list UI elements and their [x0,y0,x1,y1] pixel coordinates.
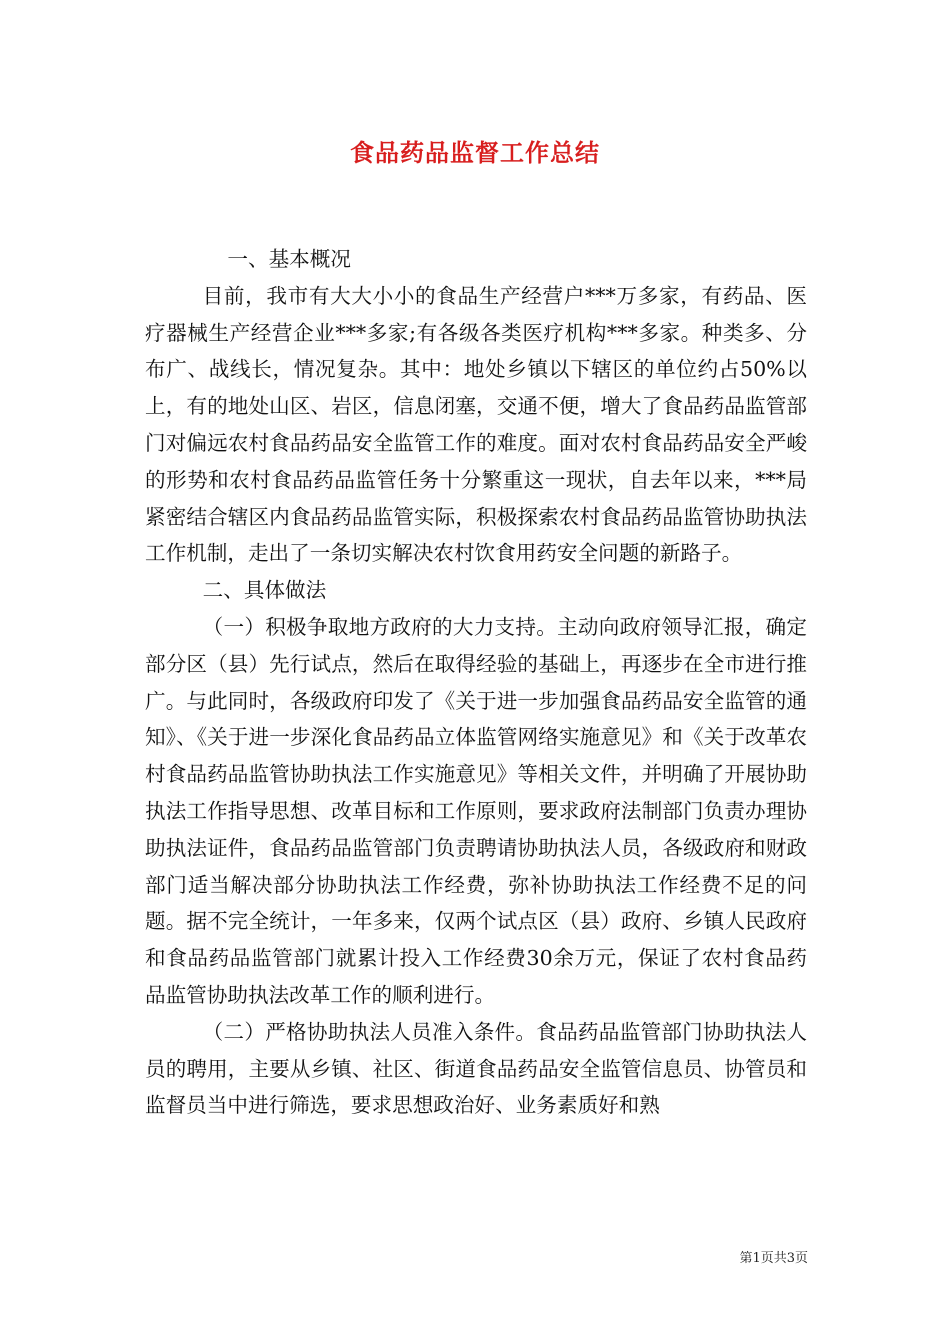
paragraph-method-1: （一）积极争取地方政府的大力支持。主动向政府领导汇报，确定部分区（县）先行试点，然后在取得经验的基础上，再逐步在全市进行推广。与此同时，各级政府印发了《关于进一步加强食品药品安全监管的通知》、《关于进一步深化食品药品立体监管网络实施意见》和《关于改革农村食品药品监管协助执法工作实施意见》等相关文件，并明确了开展协助执法工作指导思想、改革目标和工作原则，要求政府法制部门负责办理协助执法证件，食品药品监管部门负责聘请协助执法人员，各级政府和财政部门适当解决部分协助执法工作经费，弥补协助执法工作经费不足的问题。据不完全统计，一年多来，仅两个试点区（县）政府、乡镇人民政府和食品药品监管部门就累计投入工作经费30余万元，保证了农村食品药品监管协助执法改革工作的顺利进行。 [145,614,807,1007]
page-number: 第1页共3页 [739,1251,808,1266]
document-body [145,241,807,1124]
document-title: 食品药品监督工作总结 [350,139,600,167]
section-heading-basic-overview: 一、基本概况 [227,247,351,271]
section-heading-specific-methods: 二、具体做法 [202,578,327,603]
paragraph-method-2: （二）严格协助执法人员准入条件。食品药品监管部门协助执法人员的聘用，主要从乡镇、社区、街道食品药品安全监管信息员、协管员和监督员当中进行筛选，要求思想政治好、业务素质好和熟 [145,1019,807,1118]
paragraph-overview: 目前，我市有大大小小的食品生产经营户***万多家，有药品、医疗器械生产经营企业***多家;有各级各类医疗机构***多家。种类多、分布广、战线长，情况复杂。其中：地处乡镇以下辖区的单位约占50%以上，有的地处山区、岩区，信息闭塞，交通不便，增大了食品药品监管部门对偏远农村食品药品安全监管工作的难度。面对农村食品药品安全严峻的形势和农村食品药品监管任务十分繁重这一现状，自去年以来，***局紧密结合辖区内食品药品监管实际，积极探索农村食品药品监管协助执法工作机制，走出了一条切实解决农村饮食用药安全问题的新路子。 [145,283,807,566]
